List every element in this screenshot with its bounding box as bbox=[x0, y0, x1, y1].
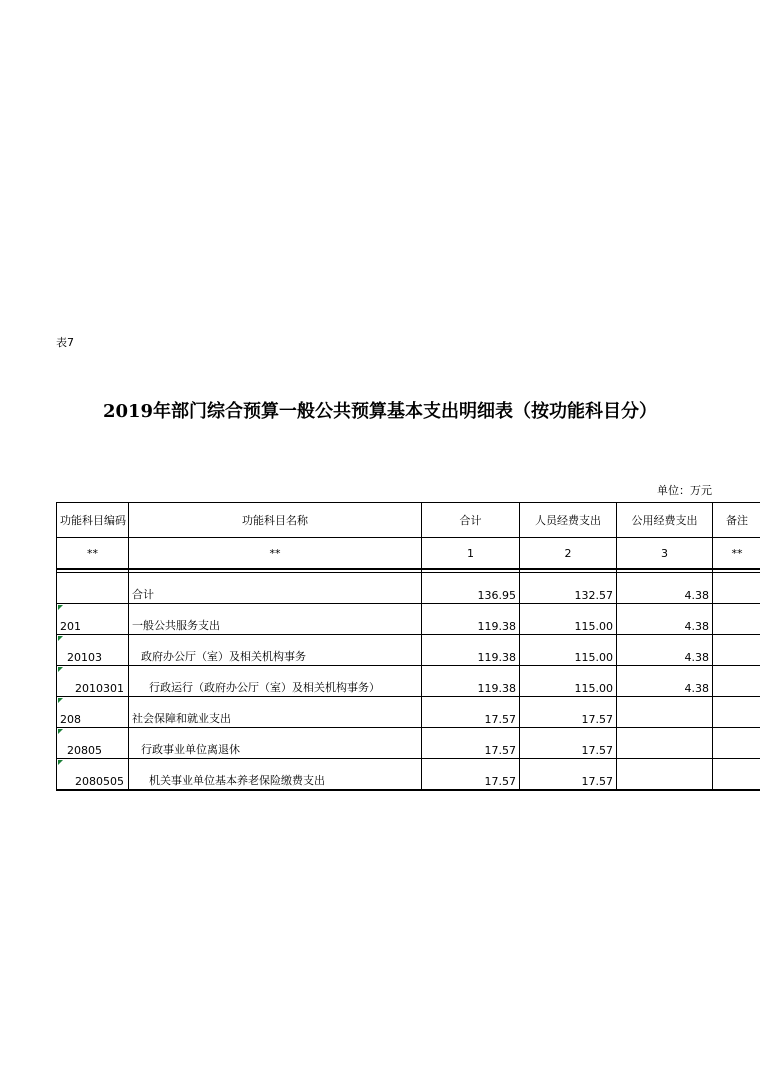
personnel-cell: 115.00 bbox=[520, 666, 617, 697]
personnel-cell: 115.00 bbox=[520, 604, 617, 635]
name-cell: 合计 bbox=[129, 573, 422, 604]
personnel-cell: 17.57 bbox=[520, 759, 617, 791]
table-number: 表7 bbox=[56, 336, 74, 349]
header-cell-public: 公用经费支出 bbox=[617, 503, 713, 538]
code-cell: 2080505 bbox=[57, 759, 129, 791]
table-row bbox=[57, 728, 760, 759]
public-cell: 4.38 bbox=[617, 573, 713, 604]
total-cell: 17.57 bbox=[422, 759, 520, 791]
total-cell: 17.57 bbox=[422, 697, 520, 728]
table-header-row bbox=[57, 503, 760, 538]
name-cell: 机关事业单位基本养老保险缴费支出 bbox=[129, 759, 422, 791]
index-cell: 3 bbox=[617, 538, 713, 570]
name-cell: 政府办公厅（室）及相关机构事务 bbox=[129, 635, 422, 666]
index-cell: ** bbox=[57, 538, 129, 570]
budget-table bbox=[56, 502, 760, 791]
index-cell: 2 bbox=[520, 538, 617, 570]
name-cell: 一般公共服务支出 bbox=[129, 604, 422, 635]
table-row bbox=[57, 759, 760, 791]
total-cell: 119.38 bbox=[422, 635, 520, 666]
page-title: 2019年部门综合预算一般公共预算基本支出明细表（按功能科目分） bbox=[102, 401, 658, 422]
note-cell bbox=[713, 635, 760, 666]
total-cell: 136.95 bbox=[422, 573, 520, 604]
note-cell bbox=[713, 728, 760, 759]
note-cell bbox=[713, 759, 760, 791]
personnel-cell: 17.57 bbox=[520, 697, 617, 728]
note-cell bbox=[713, 666, 760, 697]
public-cell bbox=[617, 697, 713, 728]
unit-label: 单位：万元 bbox=[657, 484, 712, 497]
code-cell: 20103 bbox=[57, 635, 129, 666]
header-cell-total: 合计 bbox=[422, 503, 520, 538]
public-cell bbox=[617, 759, 713, 791]
public-cell bbox=[617, 728, 713, 759]
code-cell: 20805 bbox=[57, 728, 129, 759]
table-row bbox=[57, 573, 760, 604]
header-cell-personnel: 人员经费支出 bbox=[520, 503, 617, 538]
total-cell: 17.57 bbox=[422, 728, 520, 759]
name-cell: 行政事业单位离退休 bbox=[129, 728, 422, 759]
code-cell bbox=[57, 573, 129, 604]
header-cell-name: 功能科目名称 bbox=[129, 503, 422, 538]
personnel-cell: 17.57 bbox=[520, 728, 617, 759]
name-cell: 社会保障和就业支出 bbox=[129, 697, 422, 728]
table-row bbox=[57, 635, 760, 666]
total-cell: 119.38 bbox=[422, 666, 520, 697]
note-cell bbox=[713, 604, 760, 635]
table-index-row bbox=[57, 538, 760, 570]
note-cell bbox=[713, 697, 760, 728]
code-cell: 2010301 bbox=[57, 666, 129, 697]
table-row bbox=[57, 666, 760, 697]
header-cell-note: 备注 bbox=[713, 503, 760, 538]
public-cell: 4.38 bbox=[617, 604, 713, 635]
personnel-cell: 132.57 bbox=[520, 573, 617, 604]
total-cell: 119.38 bbox=[422, 604, 520, 635]
public-cell: 4.38 bbox=[617, 635, 713, 666]
note-cell bbox=[713, 573, 760, 604]
code-cell: 208 bbox=[57, 697, 129, 728]
public-cell: 4.38 bbox=[617, 666, 713, 697]
personnel-cell: 115.00 bbox=[520, 635, 617, 666]
header-cell-code: 功能科目编码 bbox=[57, 503, 129, 538]
code-cell: 201 bbox=[57, 604, 129, 635]
table-row bbox=[57, 697, 760, 728]
index-cell: ** bbox=[713, 538, 760, 570]
name-cell: 行政运行（政府办公厅（室）及相关机构事务） bbox=[129, 666, 422, 697]
table-row bbox=[57, 604, 760, 635]
index-cell: 1 bbox=[422, 538, 520, 570]
index-cell: ** bbox=[129, 538, 422, 570]
